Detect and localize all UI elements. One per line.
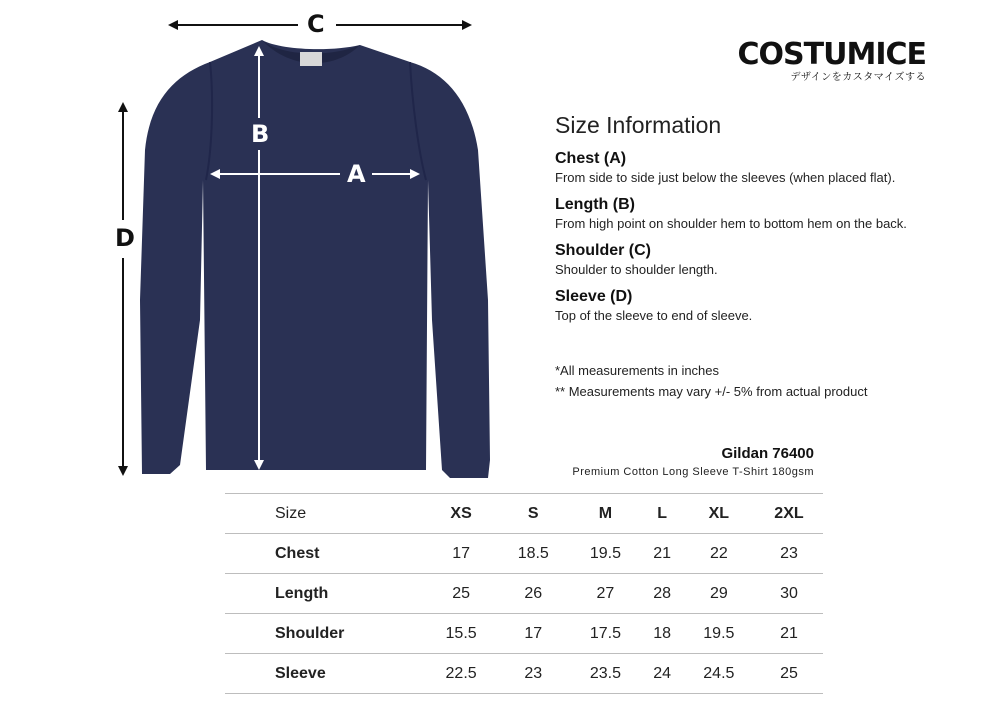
definition-term: Chest (A) (555, 150, 627, 167)
table-cell: 24 (642, 654, 683, 694)
table-cell: 21 (755, 614, 823, 654)
dimension-label-c: C (307, 10, 325, 38)
header-size-label: Size (225, 494, 425, 534)
dimension-label-b: B (251, 120, 270, 148)
row-label: Shoulder (225, 614, 425, 654)
size-header-cell: XS (425, 494, 497, 534)
definition-term: Shoulder (C) (555, 242, 651, 259)
table-cell: 22 (683, 534, 755, 574)
definition-term: Sleeve (D) (555, 288, 633, 305)
table-cell: 30 (755, 574, 823, 614)
shirt-illustration (0, 0, 520, 490)
table-header-row (225, 494, 823, 534)
table-row (225, 574, 823, 614)
shirt-shape (140, 40, 490, 478)
note-units: *All measurements in inches (555, 363, 720, 378)
definition-desc: From side to side just below the sleeves (when placed flat). (555, 170, 896, 185)
logo-text: COSTUMICE (737, 37, 926, 72)
size-header-cell: S (497, 494, 569, 534)
table-row (225, 534, 823, 574)
definition-desc: Shoulder to shoulder length. (555, 262, 718, 277)
table-cell: 23.5 (569, 654, 641, 694)
table-cell: 26 (497, 574, 569, 614)
measurement-notes (555, 360, 867, 402)
table-cell: 25 (755, 654, 823, 694)
definition-length (555, 195, 975, 232)
table-cell: 18 (642, 614, 683, 654)
size-information (555, 112, 975, 333)
table-cell: 22.5 (425, 654, 497, 694)
table-cell: 23 (497, 654, 569, 694)
table-cell: 17.5 (569, 614, 641, 654)
definition-desc: Top of the sleeve to end of sleeve. (555, 308, 753, 323)
row-label: Sleeve (225, 654, 425, 694)
table-cell: 19.5 (569, 534, 641, 574)
table-cell: 17 (425, 534, 497, 574)
definition-term: Length (B) (555, 196, 635, 213)
size-header-cell: L (642, 494, 683, 534)
logo-tagline: デザインをカスタマイズする (790, 72, 926, 83)
size-header-cell: 2XL (755, 494, 823, 534)
note-variance: ** Measurements may vary +/- 5% from actual product (555, 384, 868, 399)
size-chart-table (225, 493, 823, 694)
shirt-diagram (0, 0, 520, 490)
size-header-cell: M (569, 494, 641, 534)
product-name: Gildan 76400 (721, 445, 814, 462)
dimension-label-a: A (347, 160, 366, 188)
definition-shoulder (555, 241, 975, 278)
definition-desc: From high point on shoulder hem to bottom hem on the back. (555, 216, 907, 231)
table-cell: 19.5 (683, 614, 755, 654)
table-cell: 18.5 (497, 534, 569, 574)
table-cell: 25 (425, 574, 497, 614)
dimension-label-d: D (115, 224, 135, 252)
row-label: Chest (225, 534, 425, 574)
product-description: Premium Cotton Long Sleeve T-Shirt 180gsm (572, 466, 814, 478)
table-cell: 21 (642, 534, 683, 574)
table-cell: 24.5 (683, 654, 755, 694)
definition-chest (555, 149, 975, 186)
table-cell: 28 (642, 574, 683, 614)
shirt-tag (300, 52, 322, 66)
table-cell: 27 (569, 574, 641, 614)
row-label: Length (225, 574, 425, 614)
table-cell: 17 (497, 614, 569, 654)
table-cell: 29 (683, 574, 755, 614)
table-cell: 15.5 (425, 614, 497, 654)
table-row (225, 614, 823, 654)
product-info (572, 444, 814, 480)
definition-sleeve (555, 287, 975, 324)
brand-logo (738, 38, 926, 84)
table-row (225, 654, 823, 694)
size-header-cell: XL (683, 494, 755, 534)
table-cell: 23 (755, 534, 823, 574)
info-title: Size Information (555, 112, 722, 138)
